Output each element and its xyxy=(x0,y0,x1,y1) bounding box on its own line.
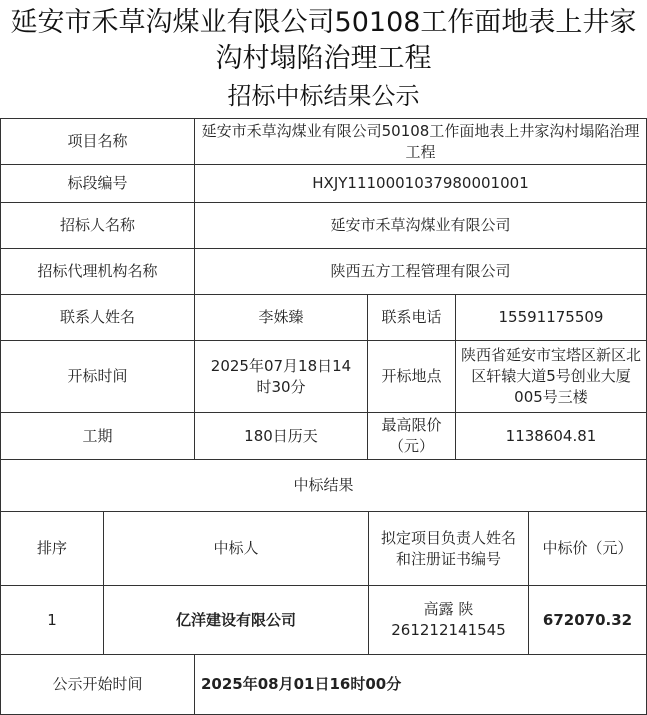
phone-value: 15591175509 xyxy=(455,294,647,341)
section-no-label: 标段编号 xyxy=(0,164,195,203)
open-place-value: 陕西省延安市宝塔区新区北区轩辕大道5号创业大厦005号三楼 xyxy=(455,340,647,413)
publicity-label: 公示开始时间 xyxy=(0,654,195,715)
duration-label: 工期 xyxy=(0,412,195,460)
col-winner-header: 中标人 xyxy=(103,511,369,586)
row-winner: 亿洋建设有限公司 xyxy=(103,585,369,655)
col-price-header: 中标价（元） xyxy=(528,511,647,586)
duration-value: 180日历天 xyxy=(194,412,368,460)
max-price-label: 最高限价（元） xyxy=(367,412,456,460)
phone-label: 联系电话 xyxy=(367,294,456,341)
row-price: 672070.32 xyxy=(528,585,647,655)
col-manager-header: 拟定项目负责人姓名和注册证书编号 xyxy=(368,511,529,586)
agency-value: 陕西五方工程管理有限公司 xyxy=(194,248,647,295)
publicity-value: 2025年08月01日16时00分 xyxy=(194,654,647,715)
row-seq: 1 xyxy=(0,585,104,655)
project-name-label: 项目名称 xyxy=(0,118,195,165)
row-manager: 高露 陕261212141545 xyxy=(368,585,529,655)
document-subtitle: 招标中标结果公示 xyxy=(227,82,420,110)
max-price-value: 1138604.81 xyxy=(455,412,647,460)
project-name-value: 延安市禾草沟煤业有限公司50108工作面地表上井家沟村塌陷治理工程 xyxy=(194,118,647,165)
section-no-value: HXJY111000103798000​1001 xyxy=(194,164,647,203)
result-heading: 中标结果 xyxy=(0,459,647,512)
open-time-value: 2025年07月18日14时30分 xyxy=(194,340,368,413)
contact-value: 李姝臻 xyxy=(194,294,368,341)
title-line-1: 延安市禾草沟煤业有限公司50108工作面地表上井家 xyxy=(10,7,637,38)
col-seq-header: 排序 xyxy=(0,511,104,586)
tenderer-value: 延安市禾草沟煤业有限公司 xyxy=(194,202,647,249)
open-time-label: 开标时间 xyxy=(0,340,195,413)
open-place-label: 开标地点 xyxy=(367,340,456,413)
contact-label: 联系人姓名 xyxy=(0,294,195,341)
agency-label: 招标代理机构名称 xyxy=(0,248,195,295)
title-line-2: 沟村塌陷治理工程 xyxy=(215,43,432,74)
tenderer-label: 招标人名称 xyxy=(0,202,195,249)
